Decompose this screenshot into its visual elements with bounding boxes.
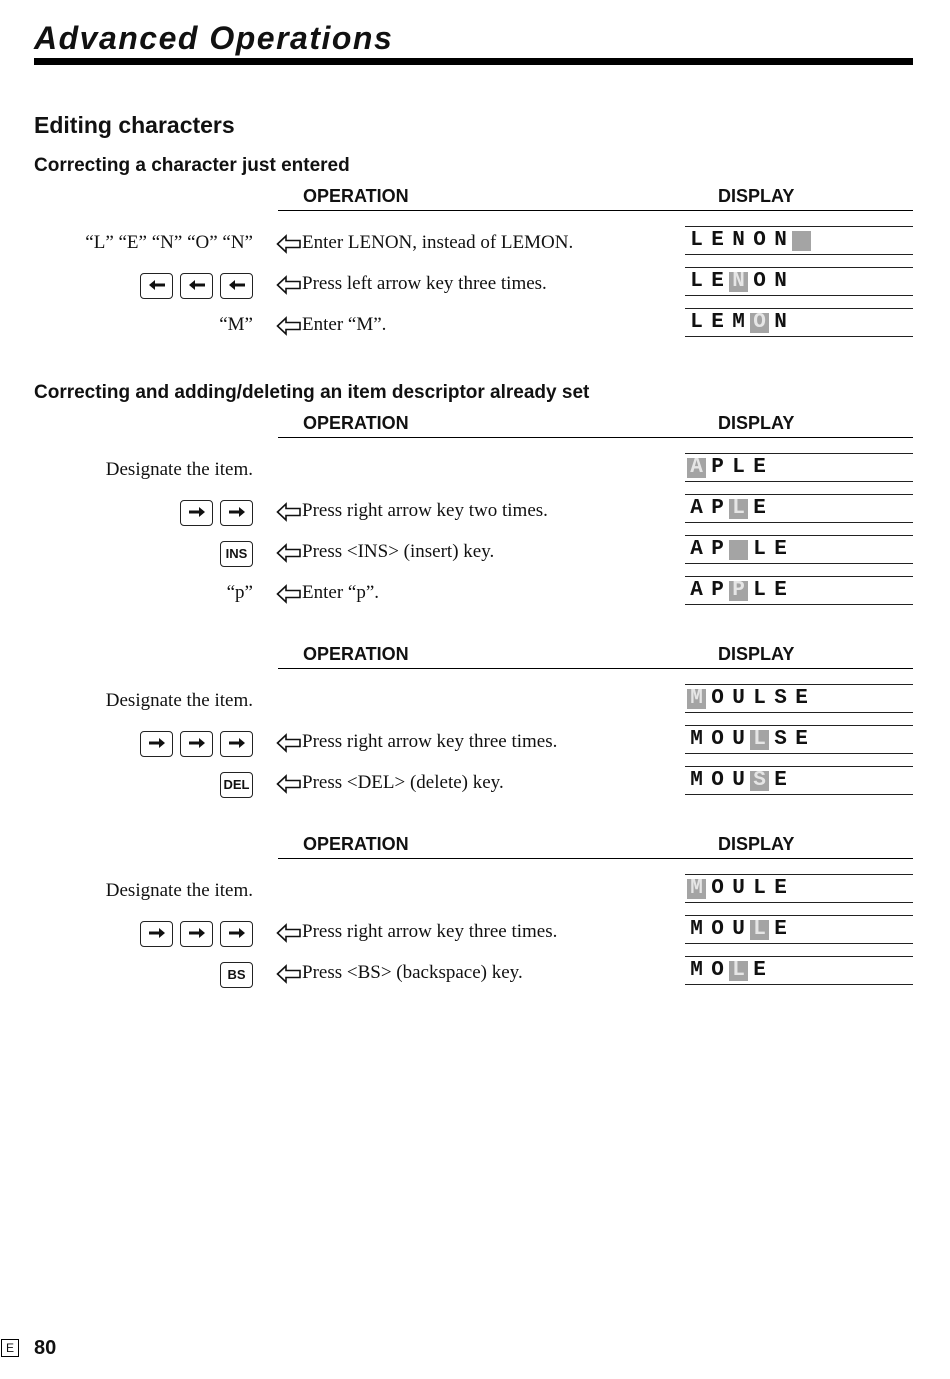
- lcd-char: N: [774, 229, 787, 252]
- right-arrow-key-icon: [180, 921, 213, 947]
- key-text: Designate the item.: [105, 690, 253, 711]
- lcd-char: M: [732, 311, 745, 334]
- lcd-char: E: [774, 877, 787, 900]
- operation-description: Press right arrow key three times.: [302, 921, 558, 942]
- left-arrow-key-icon: [180, 273, 213, 299]
- display-label: DISPLAY: [718, 644, 795, 664]
- operation-key: [220, 962, 253, 988]
- lcd-char: E: [753, 959, 766, 982]
- pointer-arrow-icon: [276, 584, 302, 604]
- lcd-char: A: [690, 497, 703, 520]
- operation-label: OPERATION: [303, 413, 409, 433]
- lcd-char: U: [732, 877, 745, 900]
- pointer-arrow-icon: [276, 543, 302, 563]
- lcd-char: M: [690, 769, 703, 792]
- operation-key: [140, 921, 253, 947]
- right-arrow-key-icon: [180, 731, 213, 757]
- lcd-char: A: [690, 579, 703, 602]
- operation-row: [0, 770, 950, 800]
- operation-description: Press right arrow key two times.: [302, 500, 548, 521]
- operation-key: [140, 731, 253, 757]
- lcd-char: S: [774, 728, 787, 751]
- lcd-char: U: [732, 918, 745, 941]
- lcd-char: E: [774, 579, 787, 602]
- column-header: [278, 644, 913, 669]
- lcd-char: E: [774, 538, 787, 561]
- page-header-title: Advanced Operations: [34, 20, 394, 56]
- lcd-char: L: [732, 456, 745, 479]
- lcd-cursor-char: A: [687, 458, 706, 478]
- operation-row: [0, 960, 950, 990]
- operation-row: [0, 688, 950, 718]
- operation-row: [0, 729, 950, 759]
- pointer-arrow-icon: [276, 502, 302, 522]
- lcd-char: E: [711, 229, 724, 252]
- lcd-char: E: [711, 311, 724, 334]
- pointer-arrow-icon: [276, 923, 302, 943]
- lcd-char: L: [753, 579, 766, 602]
- column-header: [278, 413, 913, 438]
- lcd-char: E: [795, 728, 808, 751]
- block-subtitle: Correcting and adding/deleting an item descriptor already set: [34, 382, 590, 403]
- operation-row: [0, 312, 950, 342]
- lcd-char: M: [690, 728, 703, 751]
- lcd-cursor-char: P: [729, 581, 748, 601]
- lcd-cursor-char: N: [729, 272, 748, 292]
- key-text: Designate the item.: [105, 880, 253, 901]
- operation-row: [0, 919, 950, 949]
- lcd-display: [685, 453, 913, 482]
- lcd-char: O: [753, 229, 766, 252]
- operation-key: [106, 690, 253, 712]
- lcd-char: L: [753, 538, 766, 561]
- lcd-char: O: [711, 769, 724, 792]
- lcd-display: [685, 956, 913, 985]
- operation-key: [85, 232, 253, 254]
- pointer-arrow-icon: [276, 275, 302, 295]
- pointer-arrow-icon: [276, 234, 302, 254]
- operation-description: Press <DEL> (delete) key.: [302, 772, 504, 793]
- lcd-display: [685, 494, 913, 523]
- right-arrow-key-icon: [140, 921, 173, 947]
- operation-key: [219, 314, 253, 336]
- operation-key: [106, 880, 253, 902]
- lcd-display: [685, 535, 913, 564]
- lcd-cursor-char: [792, 231, 811, 251]
- operation-label: OPERATION: [303, 834, 409, 854]
- lcd-display: [685, 766, 913, 795]
- lcd-char: U: [732, 769, 745, 792]
- operation-row: [0, 457, 950, 487]
- right-arrow-key-icon: [220, 921, 253, 947]
- operation-description: Press right arrow key three times.: [302, 731, 558, 752]
- operation-description: Enter “p”.: [302, 582, 380, 603]
- lcd-char: E: [753, 497, 766, 520]
- operation-row: [0, 498, 950, 528]
- lcd-char: N: [774, 311, 787, 334]
- lcd-char: O: [711, 959, 724, 982]
- lcd-cursor-char: L: [750, 730, 769, 750]
- left-arrow-key-icon: [220, 273, 253, 299]
- key-text: “L” “E” “N” “O” “N”: [85, 232, 253, 253]
- lcd-char: U: [732, 728, 745, 751]
- lcd-char: O: [711, 687, 724, 710]
- operation-key: [220, 541, 253, 567]
- lcd-char: L: [690, 229, 703, 252]
- lcd-char: M: [690, 918, 703, 941]
- lcd-display: [685, 308, 913, 337]
- key-text: Designate the item.: [105, 459, 253, 480]
- lcd-cursor-char: S: [750, 771, 769, 791]
- lcd-char: U: [732, 687, 745, 710]
- lcd-char: E: [795, 687, 808, 710]
- lcd-char: L: [690, 311, 703, 334]
- lcd-char: L: [690, 270, 703, 293]
- operation-label: OPERATION: [303, 186, 409, 206]
- column-header: [278, 186, 913, 211]
- operation-key: [180, 500, 253, 526]
- key-text: “p”: [226, 582, 253, 603]
- block-subtitle: Correcting a character just entered: [34, 155, 350, 176]
- lcd-char: L: [753, 687, 766, 710]
- lcd-char: E: [711, 270, 724, 293]
- lcd-cursor-char: M: [687, 879, 706, 899]
- lcd-display: [685, 725, 913, 754]
- right-arrow-key-icon: [220, 731, 253, 757]
- pointer-arrow-icon: [276, 316, 302, 336]
- lcd-display: [685, 226, 913, 255]
- operation-key: [106, 459, 253, 481]
- operation-description: Press left arrow key three times.: [302, 273, 547, 294]
- pointer-arrow-icon: [276, 964, 302, 984]
- lcd-char: P: [711, 579, 724, 602]
- lcd-display: [685, 684, 913, 713]
- operation-label: OPERATION: [303, 644, 409, 664]
- operation-description: Press <BS> (backspace) key.: [302, 962, 523, 983]
- operation-key: [140, 273, 253, 299]
- ins-key: INS: [220, 541, 253, 567]
- operation-row: [0, 580, 950, 610]
- section-title: Editing characters: [34, 112, 235, 138]
- lcd-char: P: [711, 538, 724, 561]
- pointer-arrow-icon: [276, 774, 302, 794]
- operation-row: [0, 539, 950, 569]
- key-text: “M”: [219, 314, 253, 335]
- right-arrow-key-icon: [180, 500, 213, 526]
- lcd-cursor-char: O: [750, 313, 769, 333]
- operation-row: [0, 878, 950, 908]
- operation-description: Enter LENON, instead of LEMON.: [302, 232, 574, 253]
- right-arrow-key-icon: [140, 731, 173, 757]
- operation-row: [0, 271, 950, 301]
- operation-key: [227, 582, 253, 604]
- lcd-display: [685, 915, 913, 944]
- lcd-char: E: [774, 769, 787, 792]
- lcd-cursor-char: L: [750, 920, 769, 940]
- bs-key: BS: [220, 962, 253, 988]
- lcd-char: E: [774, 918, 787, 941]
- lcd-char: O: [711, 918, 724, 941]
- lcd-char: L: [753, 877, 766, 900]
- column-header: [278, 834, 913, 859]
- display-label: DISPLAY: [718, 413, 795, 433]
- lcd-char: O: [753, 270, 766, 293]
- right-arrow-key-icon: [220, 500, 253, 526]
- language-marker: E: [1, 1339, 19, 1357]
- pointer-arrow-icon: [276, 733, 302, 753]
- lcd-display: [685, 576, 913, 605]
- lcd-display: [685, 874, 913, 903]
- operation-description: Enter “M”.: [302, 314, 387, 335]
- left-arrow-key-icon: [140, 273, 173, 299]
- display-label: DISPLAY: [718, 186, 795, 206]
- lcd-char: P: [711, 497, 724, 520]
- lcd-char: S: [774, 687, 787, 710]
- operation-row: [0, 230, 950, 260]
- lcd-char: A: [690, 538, 703, 561]
- operation-description: Press <INS> (insert) key.: [302, 541, 495, 562]
- del-key: DEL: [220, 772, 253, 798]
- lcd-char: O: [711, 728, 724, 751]
- lcd-char: N: [732, 229, 745, 252]
- lcd-display: [685, 267, 913, 296]
- lcd-char: E: [753, 456, 766, 479]
- page-number: 80: [34, 1337, 57, 1359]
- lcd-cursor-char: L: [729, 499, 748, 519]
- lcd-cursor-char: L: [729, 961, 748, 981]
- lcd-cursor-char: [729, 540, 748, 560]
- lcd-char: P: [711, 456, 724, 479]
- display-label: DISPLAY: [718, 834, 795, 854]
- operation-key: [220, 772, 253, 798]
- lcd-char: O: [711, 877, 724, 900]
- lcd-char: M: [690, 959, 703, 982]
- header-rule: [34, 58, 913, 65]
- lcd-cursor-char: M: [687, 689, 706, 709]
- lcd-char: N: [774, 270, 787, 293]
